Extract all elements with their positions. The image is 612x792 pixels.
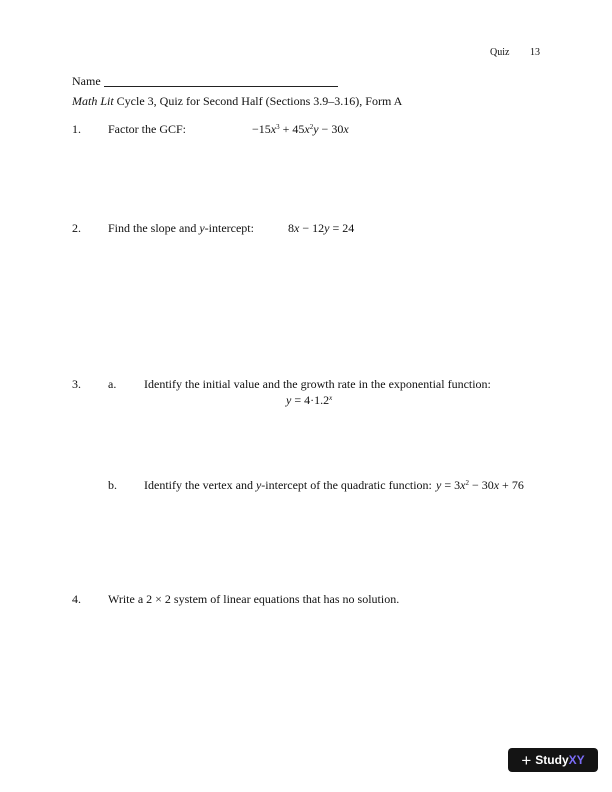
studyxy-logo [508, 748, 598, 772]
subtitle-italic: Math Lit [72, 94, 114, 108]
logo-study: Study [535, 753, 569, 767]
q1-expression: $-15x^3 + 45x^2y - 30x$ [252, 122, 349, 136]
q2-equation: 8x − 12y = 24 [288, 221, 355, 235]
q3a-label: a. [108, 377, 117, 391]
q3b-label: b. [108, 478, 117, 492]
quiz-subtitle [72, 94, 402, 108]
q3b-function: $y = 3x^2 - 30x + 76$ [436, 478, 524, 492]
q3a-prompt: Identify the initial value and the growth rate in the exponential function: [144, 377, 491, 391]
q3b-prompt: Identify the vertex and y-intercept of the quadratic function: [144, 478, 432, 492]
plus-icon: + [521, 750, 532, 770]
q4-number: 4. [72, 592, 81, 606]
q2-number: 2. [72, 221, 81, 235]
logo-xy: XY [568, 753, 585, 767]
page-number: 13 [530, 47, 540, 58]
name-label: Name [72, 74, 101, 88]
name-line [104, 86, 338, 87]
subtitle-rest: Cycle 3, Quiz for Second Half (Sections 3.9–3.16), Form A [113, 94, 403, 108]
q1-number: 1. [72, 122, 81, 136]
q3-number: 3. [72, 377, 81, 391]
header-label: Quiz [490, 47, 510, 58]
q2-prompt: Find the slope and y-intercept: [108, 221, 254, 235]
q1-prompt: Factor the GCF: [108, 122, 186, 136]
q3a-function: $y = 4\cdot 1.2^x$ [286, 393, 333, 407]
q4-prompt: Write a 2 × 2 system of linear equations that has no solution. [108, 592, 400, 606]
